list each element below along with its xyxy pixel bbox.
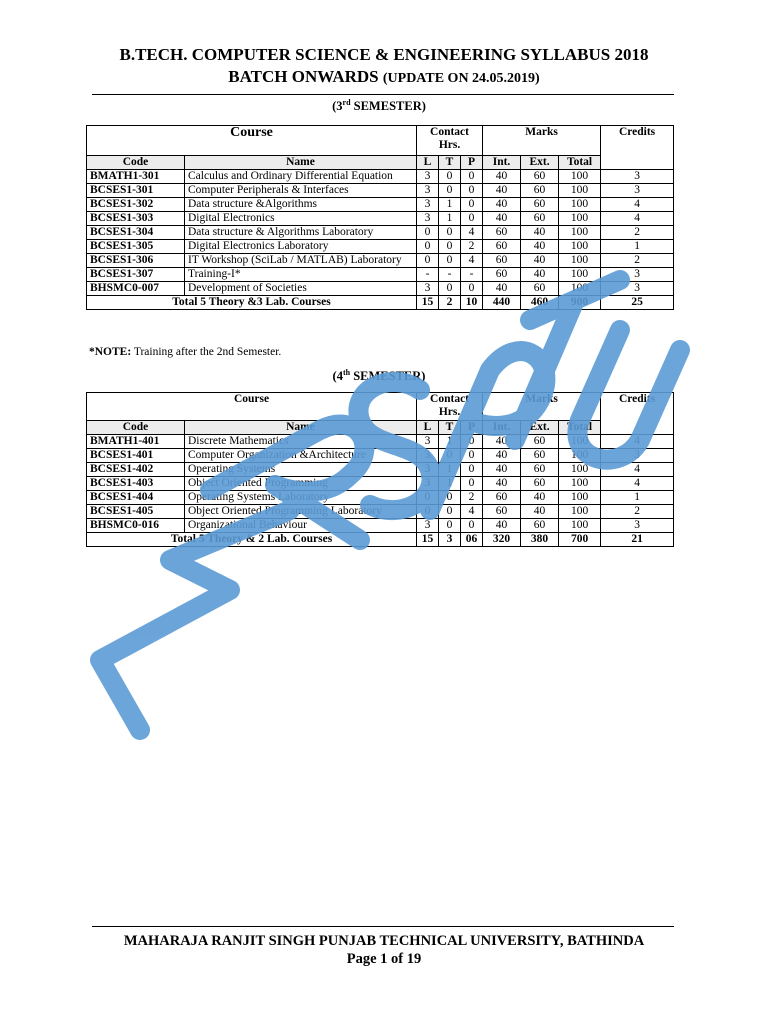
tutorial-hours: 1	[439, 463, 461, 477]
course-row	[87, 170, 674, 184]
total-internal: 440	[483, 296, 521, 310]
semester-4-heading: (4th SEMESTER)	[332, 368, 426, 384]
credits: 2	[601, 226, 674, 240]
total-marks: 900	[559, 296, 601, 310]
tutorial-hours: 0	[439, 282, 461, 296]
practical-hours: 4	[461, 505, 483, 519]
tutorial-hours: 0	[439, 254, 461, 268]
credits: 4	[601, 435, 674, 449]
total-lecture: 15	[417, 533, 439, 547]
practical-hours: 0	[461, 477, 483, 491]
course-name: Operating Systems Laboratory	[185, 491, 417, 505]
credits-header: Credits	[601, 126, 674, 170]
tutorial-hours: 0	[439, 519, 461, 533]
total-marks: 100	[559, 268, 601, 282]
ext-header: Ext.	[521, 421, 559, 435]
code-header: Code	[87, 156, 185, 170]
course-name: Development of Societies	[185, 282, 417, 296]
practical-hours: 0	[461, 449, 483, 463]
semester-3-heading: (3rd SEMESTER)	[332, 98, 426, 114]
external-marks: 60	[521, 435, 559, 449]
practical-hours: 0	[461, 463, 483, 477]
total-lecture: 15	[417, 296, 439, 310]
total-external: 460	[521, 296, 559, 310]
practical-hours: 4	[461, 254, 483, 268]
lecture-hours: -	[417, 268, 439, 282]
course-name: Computer Organization &Architecture	[185, 449, 417, 463]
course-name: Organizational Behaviour	[185, 519, 417, 533]
credits: 4	[601, 198, 674, 212]
course-row	[87, 435, 674, 449]
course-row	[87, 268, 674, 282]
external-marks: 60	[521, 449, 559, 463]
credits: 3	[601, 268, 674, 282]
int-header: Int.	[483, 421, 521, 435]
internal-marks: 40	[483, 212, 521, 226]
external-marks: 60	[521, 170, 559, 184]
external-marks: 60	[521, 212, 559, 226]
header-rule	[92, 94, 674, 95]
lecture-hours: 3	[417, 519, 439, 533]
course-group-header: Course	[87, 126, 417, 156]
practical-hours: 2	[461, 491, 483, 505]
course-code: BCSES1-302	[87, 198, 185, 212]
total-marks: 100	[559, 184, 601, 198]
course-row	[87, 254, 674, 268]
external-marks: 60	[521, 519, 559, 533]
course-name: Training-I*	[185, 268, 417, 282]
total-tutorial: 3	[439, 533, 461, 547]
marks-header: Marks	[483, 126, 601, 156]
course-row	[87, 282, 674, 296]
course-code: BCSES1-404	[87, 491, 185, 505]
internal-marks: 60	[483, 240, 521, 254]
training-note: *NOTE: Training after the 2nd Semester.	[89, 346, 282, 358]
tutorial-hours: 0	[439, 505, 461, 519]
total-marks: 100	[559, 491, 601, 505]
total-marks: 100	[559, 449, 601, 463]
total-marks: 100	[559, 170, 601, 184]
course-code: BCSES1-403	[87, 477, 185, 491]
tutorial-hours: 0	[439, 226, 461, 240]
credits: 1	[601, 491, 674, 505]
lecture-hours: 0	[417, 491, 439, 505]
course-name: Object Oriented Programming	[185, 477, 417, 491]
credits: 3	[601, 449, 674, 463]
total-marks: 100	[559, 254, 601, 268]
practical-hours: 0	[461, 184, 483, 198]
title-batch: BATCH ONWARDS	[228, 67, 379, 86]
internal-marks: 60	[483, 268, 521, 282]
internal-marks: 40	[483, 170, 521, 184]
total-marks: 100	[559, 505, 601, 519]
course-code: BCSES1-303	[87, 212, 185, 226]
internal-marks: 60	[483, 226, 521, 240]
tutorial-hours: 1	[439, 198, 461, 212]
total-header: Total	[559, 156, 601, 170]
name-header: Name	[185, 156, 417, 170]
tutorial-hours: 1	[439, 477, 461, 491]
tutorial-hours: -	[439, 268, 461, 282]
total-marks: 100	[559, 282, 601, 296]
lecture-hours: 0	[417, 254, 439, 268]
tutorial-hours: 0	[439, 240, 461, 254]
document-title	[40, 44, 728, 90]
practical-hours: 0	[461, 282, 483, 296]
internal-marks: 40	[483, 184, 521, 198]
credits: 3	[601, 519, 674, 533]
lecture-hours: 3	[417, 449, 439, 463]
course-row	[87, 491, 674, 505]
external-marks: 40	[521, 491, 559, 505]
lecture-hours: 0	[417, 226, 439, 240]
contact-hours-header: Contact Hrs.	[417, 126, 483, 156]
total-label: Total 5 Theory &3 Lab. Courses	[87, 296, 417, 310]
total-marks: 100	[559, 435, 601, 449]
marks-header: Marks	[483, 393, 601, 421]
practical-hours: 0	[461, 519, 483, 533]
total-marks: 100	[559, 198, 601, 212]
total-marks: 100	[559, 463, 601, 477]
total-marks: 100	[559, 477, 601, 491]
internal-marks: 60	[483, 505, 521, 519]
course-code: BMATH1-301	[87, 170, 185, 184]
course-row	[87, 449, 674, 463]
practical-hours: 0	[461, 435, 483, 449]
title-line-1: B.TECH. COMPUTER SCIENCE & ENGINEERING SYLLABUS 2018	[119, 45, 649, 64]
tutorial-hours: 1	[439, 212, 461, 226]
total-credits: 25	[601, 296, 674, 310]
practical-hours: 0	[461, 212, 483, 226]
credits: 3	[601, 282, 674, 296]
university-name: MAHARAJA RANJIT SINGH PUNJAB TECHNICAL UNIVERSITY, BATHINDA	[123, 933, 645, 949]
course-name: Computer Peripherals & Interfaces	[185, 184, 417, 198]
external-marks: 60	[521, 463, 559, 477]
course-code: BHSMC0-016	[87, 519, 185, 533]
practical-hours: 2	[461, 240, 483, 254]
course-row	[87, 226, 674, 240]
practical-hours: 0	[461, 170, 483, 184]
total-row	[87, 533, 674, 547]
course-name: Digital Electronics	[185, 212, 417, 226]
course-code: BCSES1-304	[87, 226, 185, 240]
course-code: BMATH1-401	[87, 435, 185, 449]
total-marks: 700	[559, 533, 601, 547]
lecture-hours: 3	[417, 212, 439, 226]
course-name: Data structure &Algorithms	[185, 198, 417, 212]
ext-header: Ext.	[521, 156, 559, 170]
course-name: Object Oriented Programming Laboratory	[185, 505, 417, 519]
course-row	[87, 463, 674, 477]
total-credits: 21	[601, 533, 674, 547]
course-row	[87, 212, 674, 226]
page-number: Page 1 of 19	[346, 951, 422, 967]
course-name: Digital Electronics Laboratory	[185, 240, 417, 254]
tutorial-hours: 1	[439, 435, 461, 449]
lecture-hours: 0	[417, 505, 439, 519]
external-marks: 40	[521, 268, 559, 282]
credits: 4	[601, 477, 674, 491]
total-internal: 320	[483, 533, 521, 547]
l-header: L	[417, 421, 439, 435]
external-marks: 60	[521, 477, 559, 491]
credits: 2	[601, 254, 674, 268]
contact-hours-header: Contact Hrs.	[417, 393, 483, 421]
course-row	[87, 240, 674, 254]
int-header: Int.	[483, 156, 521, 170]
course-row	[87, 505, 674, 519]
title-update-date: (UPDATE ON 24.05.2019)	[382, 71, 540, 86]
credits: 2	[601, 505, 674, 519]
course-code: BCSES1-405	[87, 505, 185, 519]
external-marks: 60	[521, 198, 559, 212]
lecture-hours: 3	[417, 435, 439, 449]
course-row	[87, 198, 674, 212]
external-marks: 40	[521, 240, 559, 254]
l-header: L	[417, 156, 439, 170]
total-practical: 06	[461, 533, 483, 547]
total-tutorial: 2	[439, 296, 461, 310]
course-code: BCSES1-307	[87, 268, 185, 282]
title-line-2	[40, 66, 728, 90]
credits: 4	[601, 212, 674, 226]
code-header: Code	[87, 421, 185, 435]
p-header: P	[461, 156, 483, 170]
internal-marks: 40	[483, 198, 521, 212]
total-marks: 100	[559, 240, 601, 254]
lecture-hours: 3	[417, 477, 439, 491]
course-code: BCSES1-301	[87, 184, 185, 198]
external-marks: 40	[521, 226, 559, 240]
credits: 3	[601, 170, 674, 184]
course-row	[87, 477, 674, 491]
course-code: BCSES1-401	[87, 449, 185, 463]
total-row	[87, 296, 674, 310]
semester-3-table	[86, 125, 674, 310]
course-name: Discrete Mathematics	[185, 435, 417, 449]
footer-rule	[92, 926, 674, 927]
total-practical: 10	[461, 296, 483, 310]
course-code: BCSES1-305	[87, 240, 185, 254]
lecture-hours: 3	[417, 463, 439, 477]
t-header: T	[439, 421, 461, 435]
internal-marks: 40	[483, 282, 521, 296]
course-row	[87, 519, 674, 533]
internal-marks: 60	[483, 491, 521, 505]
credits: 1	[601, 240, 674, 254]
t-header: T	[439, 156, 461, 170]
practical-hours: -	[461, 268, 483, 282]
tutorial-hours: 0	[439, 449, 461, 463]
total-marks: 100	[559, 226, 601, 240]
total-label: Total 5 Theory & 2 Lab. Courses	[87, 533, 417, 547]
lecture-hours: 3	[417, 282, 439, 296]
lecture-hours: 3	[417, 184, 439, 198]
practical-hours: 0	[461, 198, 483, 212]
lecture-hours: 0	[417, 240, 439, 254]
credits: 3	[601, 184, 674, 198]
p-header: P	[461, 421, 483, 435]
total-marks: 100	[559, 212, 601, 226]
external-marks: 60	[521, 282, 559, 296]
external-marks: 40	[521, 505, 559, 519]
name-header: Name	[185, 421, 417, 435]
internal-marks: 40	[483, 477, 521, 491]
tutorial-hours: 0	[439, 184, 461, 198]
internal-marks: 40	[483, 519, 521, 533]
page-footer	[40, 932, 728, 968]
internal-marks: 40	[483, 463, 521, 477]
course-group-header: Course	[87, 393, 417, 421]
total-external: 380	[521, 533, 559, 547]
course-name: Calculus and Ordinary Differential Equation	[185, 170, 417, 184]
credits-header: Credits	[601, 393, 674, 435]
internal-marks: 60	[483, 254, 521, 268]
tutorial-hours: 0	[439, 170, 461, 184]
internal-marks: 40	[483, 449, 521, 463]
course-name: IT Workshop (SciLab / MATLAB) Laboratory	[185, 254, 417, 268]
lecture-hours: 3	[417, 198, 439, 212]
total-marks: 100	[559, 519, 601, 533]
lecture-hours: 3	[417, 170, 439, 184]
course-code: BHSMC0-007	[87, 282, 185, 296]
total-header: Total	[559, 421, 601, 435]
semester-4-table	[86, 392, 674, 547]
course-row	[87, 184, 674, 198]
course-code: BCSES1-306	[87, 254, 185, 268]
practical-hours: 4	[461, 226, 483, 240]
credits: 4	[601, 463, 674, 477]
external-marks: 40	[521, 254, 559, 268]
course-code: BCSES1-402	[87, 463, 185, 477]
course-name: Operating Systems	[185, 463, 417, 477]
course-name: Data structure & Algorithms Laboratory	[185, 226, 417, 240]
tutorial-hours: 0	[439, 491, 461, 505]
external-marks: 60	[521, 184, 559, 198]
internal-marks: 40	[483, 435, 521, 449]
